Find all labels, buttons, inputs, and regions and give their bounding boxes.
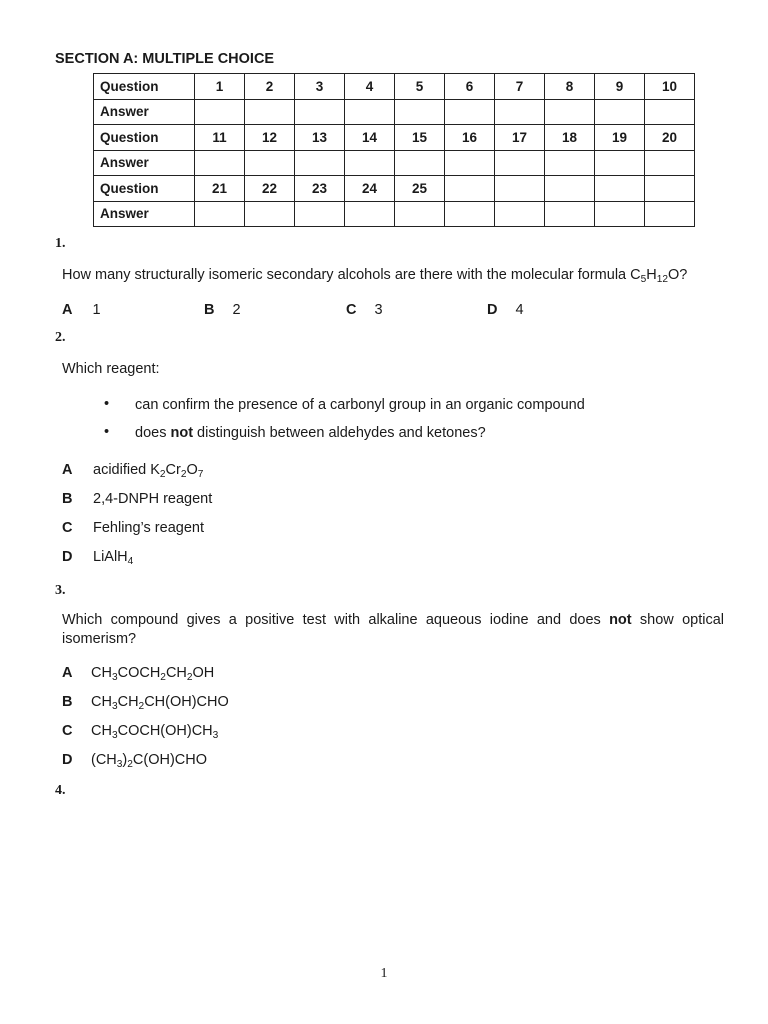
grid-question-number: 21 [195, 176, 245, 202]
grid-question-number: 8 [545, 74, 595, 100]
question-2-bullet-1: can confirm the presence of a carbonyl group in an organic compound [135, 397, 585, 413]
grid-answer-cell[interactable] [595, 201, 645, 227]
grid-question-number: 25 [395, 176, 445, 202]
grid-answer-cell[interactable] [245, 99, 295, 125]
grid-question-number: 10 [645, 74, 695, 100]
grid-answer-label: Answer [94, 150, 195, 176]
q1-option-b[interactable]: B 2 [204, 302, 241, 318]
grid-question-number [595, 176, 645, 202]
grid-answer-row [94, 201, 695, 227]
grid-question-label: Question [94, 176, 195, 202]
grid-question-number: 18 [545, 125, 595, 151]
grid-question-row [94, 74, 695, 100]
question-2-intro: Which reagent: [62, 361, 160, 377]
grid-answer-row [94, 99, 695, 125]
q2-option-c[interactable]: C Fehling’s reagent [62, 520, 204, 536]
grid-question-number [545, 176, 595, 202]
grid-answer-cell[interactable] [295, 201, 345, 227]
answer-grid [93, 73, 695, 227]
grid-answer-label: Answer [94, 201, 195, 227]
grid-question-number: 19 [595, 125, 645, 151]
question-2-number: 2. [55, 330, 66, 345]
grid-answer-cell[interactable] [345, 201, 395, 227]
q3-option-c[interactable]: C $CH_3COCH(OH)CH_3$ [62, 723, 219, 741]
grid-question-number [645, 176, 695, 202]
grid-question-number: 16 [445, 125, 495, 151]
grid-question-number: 14 [345, 125, 395, 151]
grid-question-number: 12 [245, 125, 295, 151]
q3-option-d[interactable]: D $(CH_3)_2C(OH)CHO$ [62, 752, 208, 770]
q2-option-d[interactable]: D LiAlH$_4$ [62, 549, 134, 567]
question-3-text: Which compound gives a positive test with alkaline aqueous iodine and does not show optical isomerism? [62, 612, 725, 647]
grid-question-number: 20 [645, 125, 695, 151]
q3-option-a[interactable]: A $CH_3COCH_2CH_2OH$ [62, 665, 215, 683]
grid-question-number: 22 [245, 176, 295, 202]
grid-question-number: 5 [395, 74, 445, 100]
grid-answer-cell[interactable] [445, 150, 495, 176]
grid-question-row [94, 125, 695, 151]
question-1-text: How many structurally isomeric secondary alcohols are there with the molecular formula $C_5H_{12}O$? [62, 267, 688, 285]
grid-question-number: 9 [595, 74, 645, 100]
grid-answer-cell[interactable] [245, 150, 295, 176]
bullet-icon: • [104, 396, 110, 412]
grid-question-number: 3 [295, 74, 345, 100]
grid-question-label: Question [94, 125, 195, 151]
q1-option-c[interactable]: C 3 [346, 302, 383, 318]
grid-question-row [94, 176, 695, 202]
grid-answer-cell[interactable] [195, 150, 245, 176]
grid-question-number [495, 176, 545, 202]
grid-answer-cell[interactable] [245, 201, 295, 227]
grid-question-number: 11 [195, 125, 245, 151]
grid-answer-cell[interactable] [645, 99, 695, 125]
grid-question-number: 4 [345, 74, 395, 100]
grid-answer-cell[interactable] [295, 99, 345, 125]
grid-answer-cell[interactable] [395, 99, 445, 125]
grid-answer-cell[interactable] [295, 150, 345, 176]
grid-answer-cell[interactable] [495, 99, 545, 125]
question-1-number: 1. [55, 236, 66, 251]
grid-answer-cell[interactable] [345, 99, 395, 125]
grid-answer-cell[interactable] [195, 99, 245, 125]
grid-answer-cell[interactable] [645, 201, 695, 227]
grid-answer-row [94, 150, 695, 176]
grid-question-number: 13 [295, 125, 345, 151]
q2-option-b[interactable]: B 2,4-DNPH reagent [62, 491, 213, 507]
bullet-icon: • [104, 424, 110, 440]
grid-question-number: 24 [345, 176, 395, 202]
grid-question-number: 7 [495, 74, 545, 100]
q1-option-a[interactable]: A 1 [62, 302, 101, 318]
grid-answer-cell[interactable] [595, 99, 645, 125]
question-3-number: 3. [55, 583, 66, 598]
q3-option-b[interactable]: B $CH_3CH_2CH(OH)CHO$ [62, 694, 229, 712]
q2-option-a[interactable]: A acidified $K_2Cr_2O_7$ [62, 462, 204, 480]
q1-option-d[interactable]: D 4 [487, 302, 524, 318]
grid-question-number: 1 [195, 74, 245, 100]
grid-answer-cell[interactable] [545, 201, 595, 227]
grid-answer-cell[interactable] [545, 150, 595, 176]
question-2-bullet-2: does not distinguish between aldehydes and ketones? [135, 425, 486, 441]
section-title: SECTION A: MULTIPLE CHOICE [55, 51, 275, 67]
grid-question-number: 2 [245, 74, 295, 100]
grid-answer-cell[interactable] [445, 201, 495, 227]
grid-answer-cell[interactable] [595, 150, 645, 176]
grid-answer-cell[interactable] [345, 150, 395, 176]
grid-question-number: 17 [495, 125, 545, 151]
grid-question-number [445, 176, 495, 202]
grid-question-number: 23 [295, 176, 345, 202]
grid-answer-cell[interactable] [545, 99, 595, 125]
grid-question-number: 15 [395, 125, 445, 151]
page-number: 1 [380, 966, 388, 981]
grid-answer-cell[interactable] [445, 99, 495, 125]
grid-question-number: 6 [445, 74, 495, 100]
grid-answer-cell[interactable] [195, 201, 245, 227]
grid-answer-cell[interactable] [395, 150, 445, 176]
grid-answer-cell[interactable] [395, 201, 445, 227]
grid-answer-cell[interactable] [495, 150, 545, 176]
grid-question-label: Question [94, 74, 195, 100]
grid-answer-label: Answer [94, 99, 195, 125]
grid-answer-cell[interactable] [495, 201, 545, 227]
grid-answer-cell[interactable] [645, 150, 695, 176]
question-4-number: 4. [55, 783, 66, 798]
